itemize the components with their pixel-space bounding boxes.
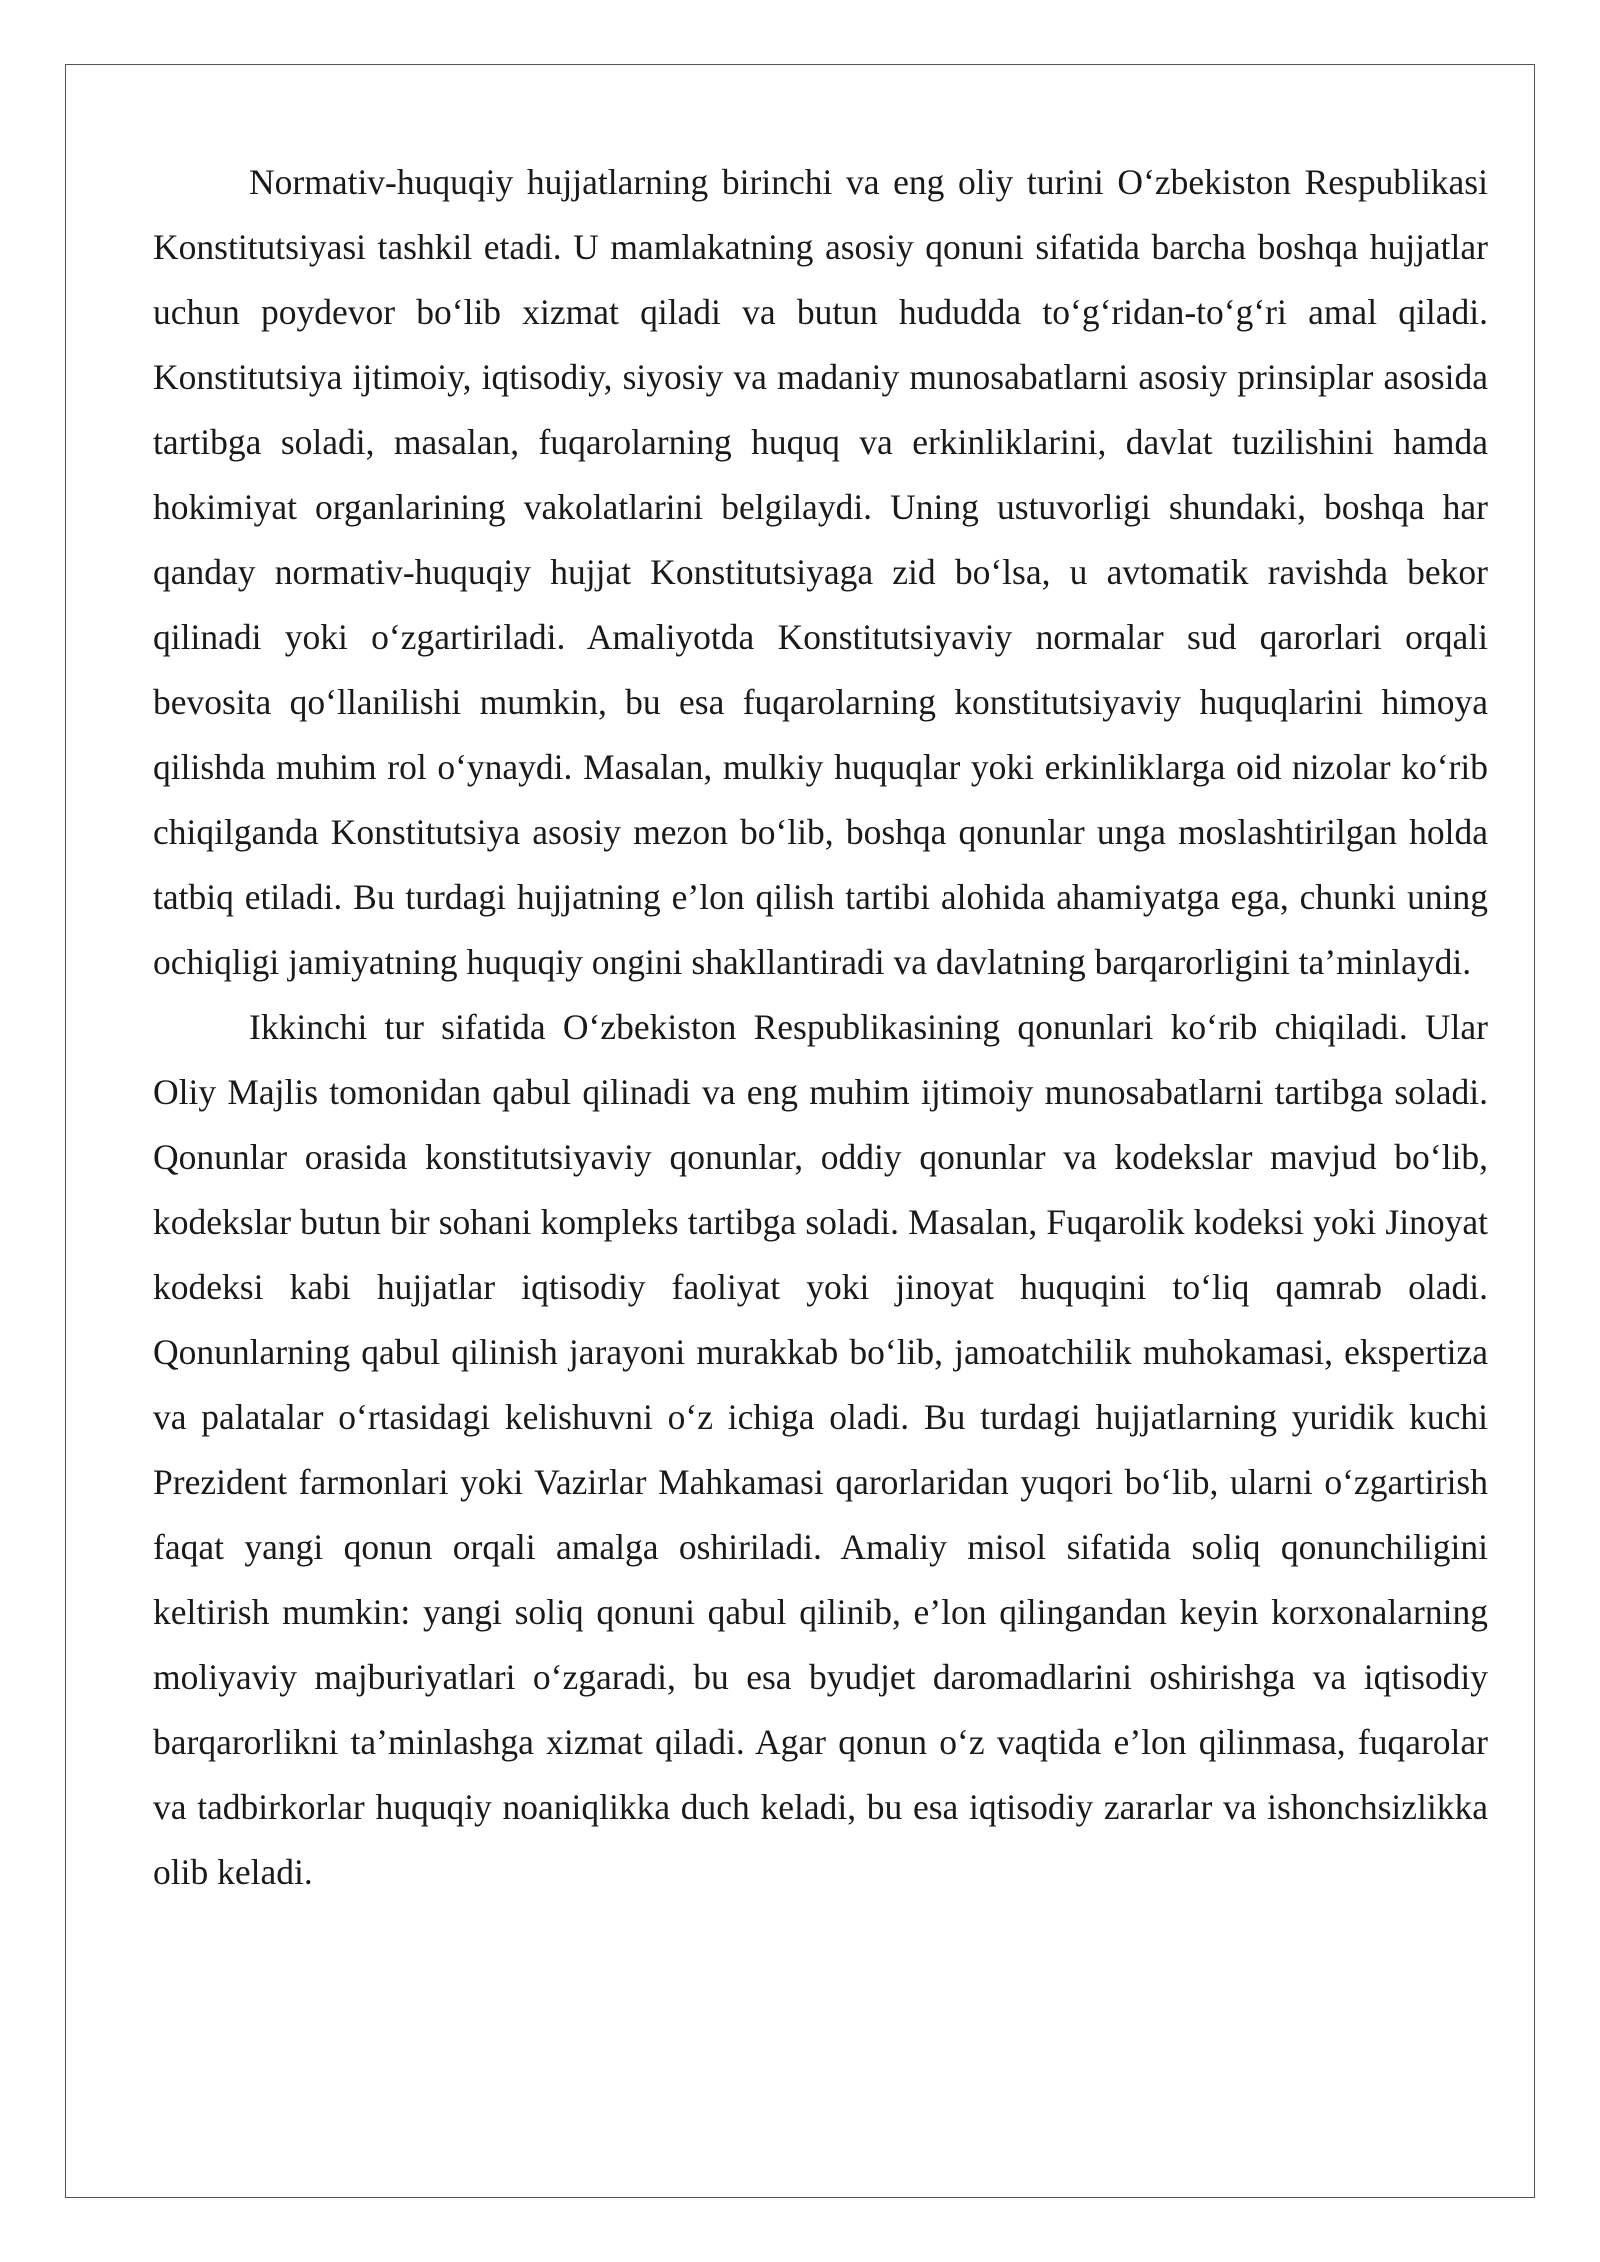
document-body	[153, 150, 1488, 1905]
paragraph-constitution: Normativ-huquqiy hujjatlarning birinchi va eng oliy turini O‘zbekiston Respublikasi Konstitutsiyasi tashkil etadi. U mamlakatning asosiy qonuni sifatida barcha boshqa hujjatlar uchun poydevor bo‘lib xizmat qiladi va butun hududda to‘g‘ridan-to‘g‘ri amal qiladi. Konstitutsiya ijtimoiy, iqtisodiy, siyosiy va madaniy munosabatlarni asosiy prinsiplar asosida tartibga soladi, masalan, fuqarolarning huquq va erkinliklarini, davlat tuzilishini hamda hokimiyat organlarining vakolatlarini belgilaydi. Uning ustuvorligi shundaki, boshqa har qanday normativ-huquqiy hujjat Konstitutsiyaga zid bo‘lsa, u avtomatik ravishda bekor qilinadi yoki o‘zgartiriladi. Amaliyotda Konstitutsiyaviy normalar sud qarorlari orqali bevosita qo‘llanilishi mumkin, bu esa fuqarolarning konstitutsiyaviy huquqlarini himoya qilishda muhim rol o‘ynaydi. Masalan, mulkiy huquqlar yoki erkinliklarga oid nizolar ko‘rib chiqilganda Konstitutsiya asosiy mezon bo‘lib, boshqa qonunlar unga moslashtirilgan holda tatbiq etiladi. Bu turdagi hujjatning e’lon qilish tartibi alohida ahamiyatga ega, chunki uning ochiqligi jamiyatning huquqiy ongini shakllantiradi va davlatning barqarorligini ta’minlaydi.	[153, 162, 1488, 982]
paragraph-laws: Ikkinchi tur sifatida O‘zbekiston Respublikasining qonunlari ko‘rib chiqiladi. Ular Oliy Majlis tomonidan qabul qilinadi va eng muhim ijtimoiy munosabatlarni tartibga soladi. Qonunlar orasida konstitutsiyaviy qonunlar, oddiy qonunlar va kodekslar mavjud bo‘lib, kodekslar butun bir sohani kompleks tartibga soladi. Masalan, Fuqarolik kodeksi yoki Jinoyat kodeksi kabi hujjatlar iqtisodiy faoliyat yoki jinoyat huquqini to‘liq qamrab oladi. Qonunlarning qabul qilinish jarayoni murakkab bo‘lib, jamoatchilik muhokamasi, ekspertiza va palatalar o‘rtasidagi kelishuvni o‘z ichiga oladi. Bu turdagi hujjatlarning yuridik kuchi Prezident farmonlari yoki Vazirlar Mahkamasi qarorlaridan yuqori bo‘lib, ularni o‘zgartirish faqat yangi qonun orqali amalga oshiriladi. Amaliy misol sifatida soliq qonunchiligini keltirish mumkin: yangi soliq qonuni qabul qilinib, e’lon qilingandan keyin korxonalarning moliyaviy majburiyatlari o‘zgaradi, bu esa byudjet daromadlarini oshirishga va iqtisodiy barqarorlikni ta’minlashga xizmat qiladi. Agar qonun o‘z vaqtida e’lon qilinmasa, fuqarolar va tadbirkorlar huquqiy noaniqlikka duch keladi, bu esa iqtisodiy zararlar va ishonchsizlikka olib keladi.	[153, 1007, 1488, 1892]
